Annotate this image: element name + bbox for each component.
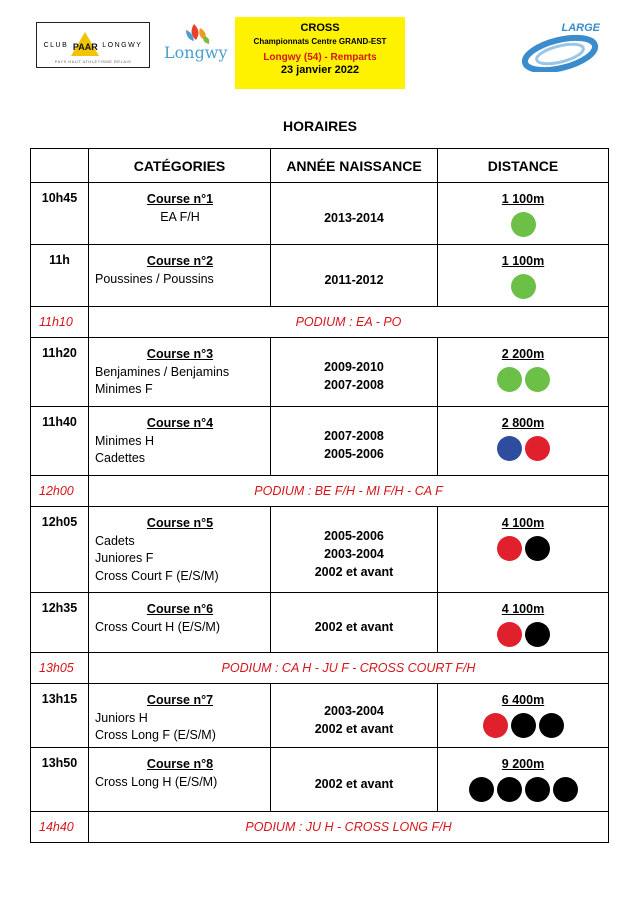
race-categories bbox=[89, 407, 271, 476]
race-categories bbox=[89, 593, 271, 653]
race-categories bbox=[89, 748, 271, 812]
page-title: HORAIRES bbox=[283, 118, 357, 134]
birth-year: 2007-2008 bbox=[324, 429, 384, 443]
race-row bbox=[31, 183, 609, 245]
schedule-body bbox=[31, 183, 609, 843]
banner-championship: Championnats Centre GRAND-EST bbox=[253, 37, 387, 46]
birth-year: 2005-2006 bbox=[324, 528, 384, 543]
race-distance bbox=[438, 684, 609, 748]
course-label: Course n°4 bbox=[146, 416, 214, 430]
race-categories bbox=[89, 507, 271, 593]
distance-label: 1 100m bbox=[501, 254, 545, 268]
podium-time: 14h40 bbox=[31, 812, 89, 843]
course-label: Course n°7 bbox=[146, 693, 214, 707]
header-categories: CATÉGORIES bbox=[89, 149, 271, 183]
race-distance bbox=[438, 593, 609, 653]
red-circle-icon bbox=[483, 713, 508, 738]
header-birth-year: ANNÉE NAISSANCE bbox=[271, 149, 438, 183]
distance-label: 9 200m bbox=[501, 757, 545, 771]
race-categories bbox=[89, 245, 271, 307]
club-logo-right: LONGWY bbox=[102, 41, 143, 49]
red-circle-icon bbox=[497, 536, 522, 561]
race-time: 12h05 bbox=[31, 507, 89, 593]
category-item: Benjamines / Benjamins bbox=[95, 364, 230, 379]
birth-year: 2003-2004 bbox=[324, 703, 384, 718]
distance-label: 2 800m bbox=[501, 416, 545, 430]
course-label: Course n°8 bbox=[146, 757, 214, 771]
distance-label: 1 100m bbox=[501, 192, 545, 206]
club-logo-mark bbox=[71, 32, 99, 58]
schedule-table bbox=[30, 148, 609, 843]
birth-year: 2005-2006 bbox=[324, 447, 384, 461]
category-item: Poussines / Poussins bbox=[95, 271, 214, 286]
race-distance bbox=[438, 338, 609, 407]
race-time: 12h35 bbox=[31, 593, 89, 653]
race-time: 10h45 bbox=[31, 183, 89, 245]
black-circle-icon bbox=[525, 622, 550, 647]
podium-row bbox=[31, 653, 609, 684]
birth-years bbox=[271, 245, 438, 307]
large-logo bbox=[520, 22, 604, 72]
course-label: Course n°2 bbox=[146, 254, 214, 268]
club-logo-left: CLUB bbox=[43, 41, 69, 49]
race-row bbox=[31, 338, 609, 407]
race-row bbox=[31, 684, 609, 748]
banner-location: Longwy (54) - Remparts bbox=[263, 52, 377, 63]
category-item: Minimes F bbox=[95, 382, 153, 396]
blue-circle-icon bbox=[497, 436, 522, 461]
black-circle-icon bbox=[525, 777, 550, 802]
race-distance bbox=[438, 507, 609, 593]
category-item: Cross Long F (E/S/M) bbox=[95, 728, 216, 742]
black-circle-icon bbox=[525, 536, 550, 561]
birth-years bbox=[271, 684, 438, 748]
black-circle-icon bbox=[539, 713, 564, 738]
category-item: EA F/H bbox=[160, 209, 200, 224]
green-circle-icon bbox=[511, 212, 536, 237]
distance-dots bbox=[438, 713, 608, 738]
race-time: 11h bbox=[31, 245, 89, 307]
podium-row bbox=[31, 812, 609, 843]
race-time: 11h20 bbox=[31, 338, 89, 407]
birth-year: 2002 et avant bbox=[314, 619, 394, 634]
distance-dots bbox=[438, 274, 608, 299]
podium-time: 12h00 bbox=[31, 476, 89, 507]
distance-label: 4 100m bbox=[501, 602, 545, 616]
birth-year: 2003-2004 bbox=[324, 546, 384, 561]
green-circle-icon bbox=[525, 367, 550, 392]
black-circle-icon bbox=[553, 777, 578, 802]
category-item: Minimes H bbox=[95, 433, 155, 448]
category-item: Cross Court F (E/S/M) bbox=[95, 568, 219, 583]
race-time: 11h40 bbox=[31, 407, 89, 476]
event-banner bbox=[235, 17, 405, 89]
category-item: Cross Court H (E/S/M) bbox=[95, 619, 221, 634]
birth-years bbox=[271, 183, 438, 245]
race-categories bbox=[89, 338, 271, 407]
table-header-row bbox=[31, 149, 609, 183]
race-time: 13h15 bbox=[31, 684, 89, 748]
category-item: Cadettes bbox=[95, 451, 146, 465]
club-logo bbox=[36, 22, 150, 68]
birth-years bbox=[271, 748, 438, 812]
race-row bbox=[31, 407, 609, 476]
birth-years bbox=[271, 338, 438, 407]
document-header bbox=[0, 0, 640, 100]
race-distance bbox=[438, 407, 609, 476]
race-categories bbox=[89, 684, 271, 748]
black-circle-icon bbox=[511, 713, 536, 738]
birth-year: 2002 et avant bbox=[314, 721, 394, 736]
club-logo-mid: PAAR bbox=[72, 42, 98, 52]
black-circle-icon bbox=[469, 777, 494, 802]
distance-dots bbox=[438, 367, 608, 392]
podium-row bbox=[31, 307, 609, 338]
race-row bbox=[31, 507, 609, 593]
race-distance bbox=[438, 748, 609, 812]
distance-label: 6 400m bbox=[501, 693, 545, 707]
green-circle-icon bbox=[497, 367, 522, 392]
distance-label: 2 200m bbox=[501, 347, 545, 361]
podium-row bbox=[31, 476, 609, 507]
course-label: Course n°5 bbox=[146, 516, 214, 530]
birth-year: 2013-2014 bbox=[324, 210, 384, 225]
course-label: Course n°3 bbox=[146, 347, 214, 361]
distance-dots bbox=[438, 536, 608, 561]
podium-time: 11h10 bbox=[31, 307, 89, 338]
birth-year: 2009-2010 bbox=[324, 360, 384, 374]
category-item: Cadets bbox=[95, 533, 135, 548]
podium-text: PODIUM : EA - PO bbox=[89, 307, 609, 338]
course-label: Course n°6 bbox=[146, 602, 214, 616]
banner-date: 23 janvier 2022 bbox=[280, 64, 360, 76]
race-row bbox=[31, 748, 609, 812]
green-circle-icon bbox=[511, 274, 536, 299]
birth-years bbox=[271, 407, 438, 476]
city-logo-text: Longwy bbox=[164, 43, 228, 62]
header-time bbox=[31, 149, 89, 183]
city-logo bbox=[160, 22, 226, 68]
black-circle-icon bbox=[497, 777, 522, 802]
podium-time: 13h05 bbox=[31, 653, 89, 684]
race-distance bbox=[438, 245, 609, 307]
race-row bbox=[31, 593, 609, 653]
large-logo-text: LARGE bbox=[561, 22, 600, 34]
birth-year: 2002 et avant bbox=[314, 564, 394, 579]
category-item: Juniores F bbox=[95, 551, 154, 565]
club-logo-sub: PAYS HAUT ATHLETISME RELAIS bbox=[54, 59, 132, 64]
race-distance bbox=[438, 183, 609, 245]
birth-year: 2007-2008 bbox=[324, 378, 384, 392]
category-item: Juniors H bbox=[95, 710, 148, 725]
race-time: 13h50 bbox=[31, 748, 89, 812]
red-circle-icon bbox=[525, 436, 550, 461]
header-distance: DISTANCE bbox=[438, 149, 609, 183]
category-item: Cross Long H (E/S/M) bbox=[95, 774, 218, 789]
birth-year: 2011-2012 bbox=[324, 272, 384, 287]
podium-text: PODIUM : JU H - CROSS LONG F/H bbox=[89, 812, 609, 843]
birth-year: 2002 et avant bbox=[314, 776, 394, 791]
podium-text: PODIUM : CA H - JU F - CROSS COURT F/H bbox=[89, 653, 609, 684]
birth-years bbox=[271, 507, 438, 593]
distance-dots bbox=[438, 622, 608, 647]
birth-years bbox=[271, 593, 438, 653]
podium-text: PODIUM : BE F/H - MI F/H - CA F bbox=[89, 476, 609, 507]
race-row bbox=[31, 245, 609, 307]
distance-dots bbox=[438, 212, 608, 237]
distance-dots bbox=[438, 777, 608, 802]
banner-title: CROSS bbox=[300, 22, 340, 34]
distance-dots bbox=[438, 436, 608, 461]
red-circle-icon bbox=[497, 622, 522, 647]
distance-label: 4 100m bbox=[501, 516, 545, 530]
race-categories bbox=[89, 183, 271, 245]
course-label: Course n°1 bbox=[146, 192, 214, 206]
